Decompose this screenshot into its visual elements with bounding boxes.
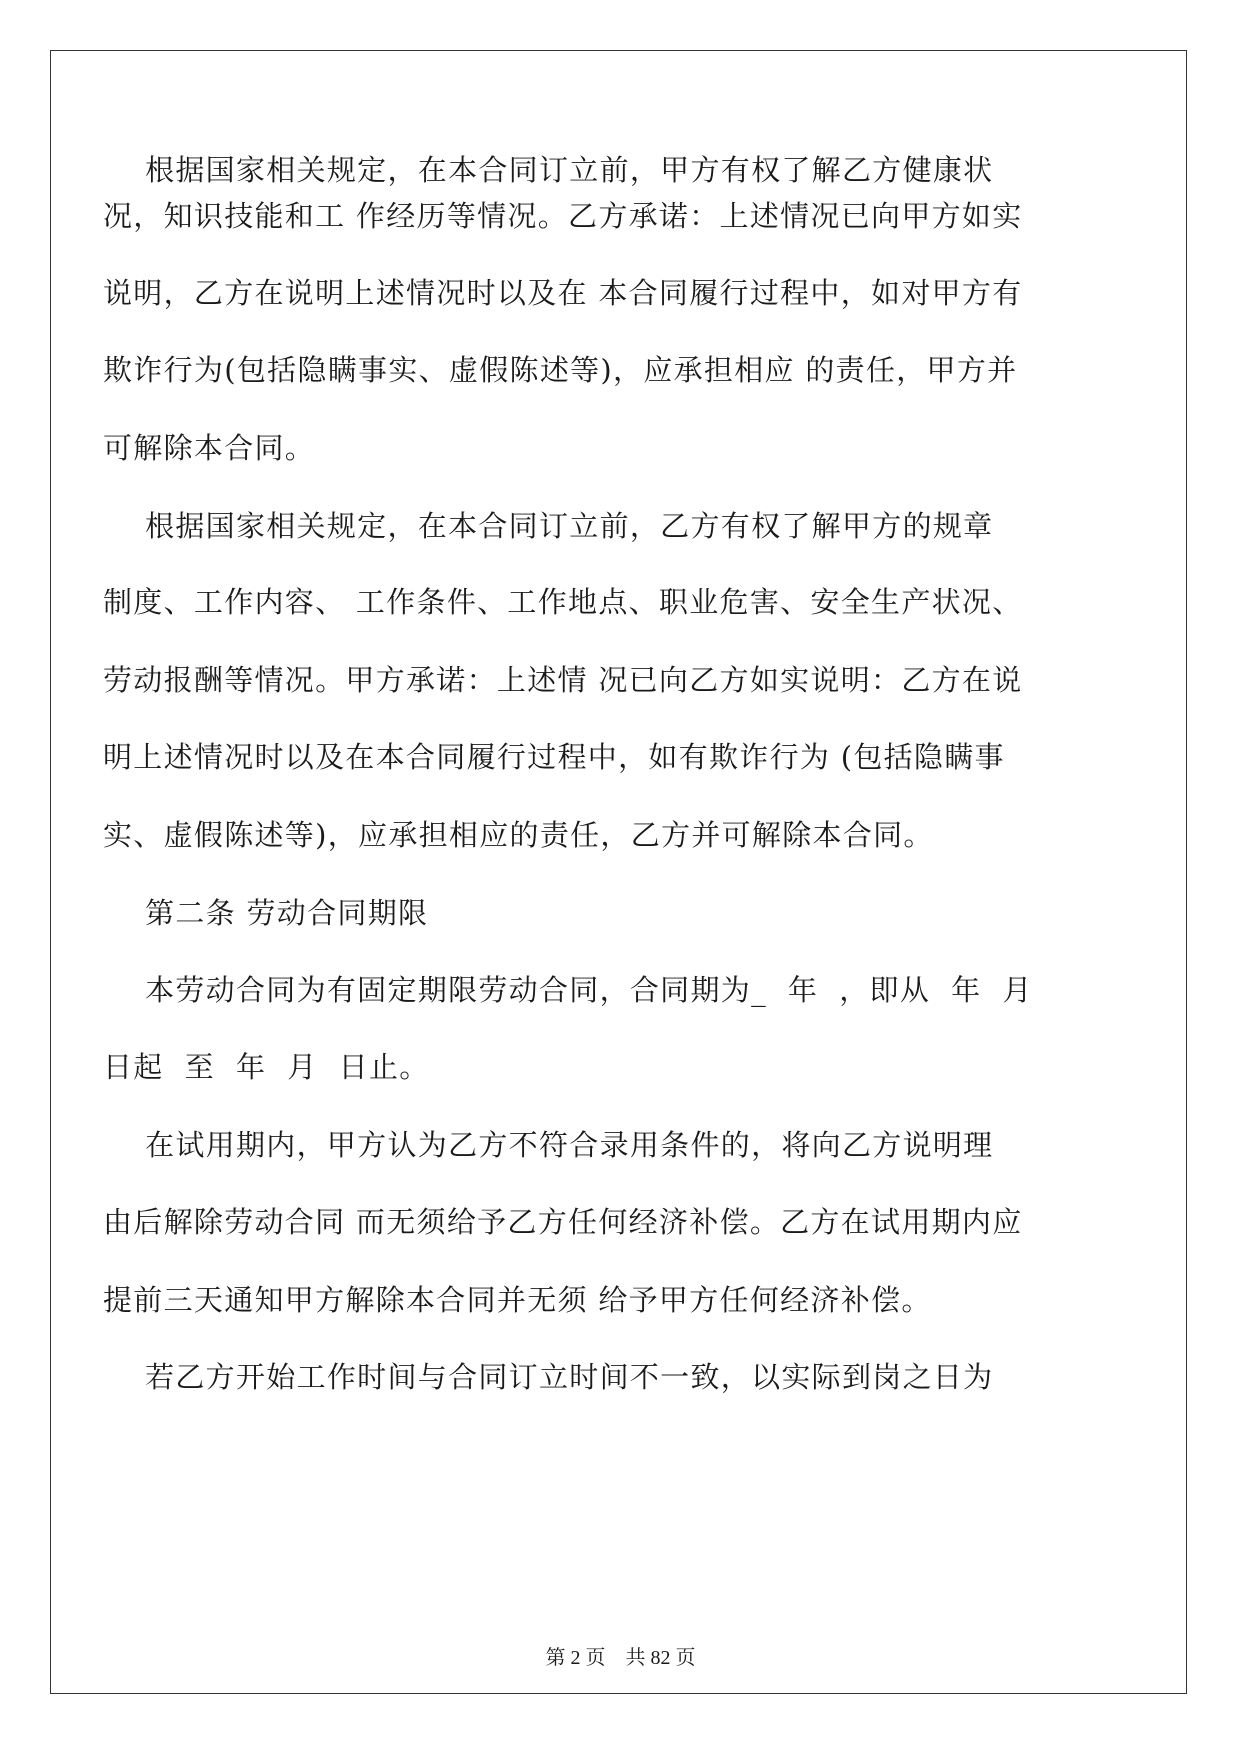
paragraph-line: 提前三天通知甲方解除本合同并无须 给予甲方任何经济补偿。 — [103, 1283, 932, 1317]
paragraph-line: 若乙方开始工作时间与合同订立时间不一致，以实际到岗之日为 — [103, 1360, 994, 1394]
page-number: 第 2 页 共 82 页 — [545, 1647, 696, 1669]
paragraph-line: 明上述情况时以及在本合同履行过程中，如有欺诈行为 (包括隐瞒事 — [103, 740, 1005, 774]
paragraph-line: 在试用期内，甲方认为乙方不符合录用条件的，将向乙方说明理 — [103, 1128, 994, 1162]
paragraph-line: 制度、工作内容、 工作条件、工作地点、职业危害、安全生产状况、 — [103, 585, 1023, 619]
paragraph-line: 欺诈行为(包括隐瞒事实、虚假陈述等)，应承担相应 的责任，甲方并 — [103, 353, 1018, 387]
article-heading: 第二条 劳动合同期限 — [103, 896, 429, 930]
paragraph-line: 根据国家相关规定，在本合同订立前，乙方有权了解甲方的规章 — [103, 509, 994, 543]
paragraph-line: 可解除本合同。 — [103, 431, 316, 465]
paragraph-line: 由后解除劳动合同 而无须给予乙方任何经济补偿。乙方在试用期内应 — [103, 1205, 1023, 1239]
paragraph-line: 说明，乙方在说明上述情况时以及在 本合同履行过程中，如对甲方有 — [103, 276, 1023, 310]
paragraph-line: 本劳动合同为有固定期限劳动合同，合同期为_ 年 ，即从 年 月 — [103, 973, 1033, 1007]
paragraph-line: 实、虚假陈述等)，应承担相应的责任，乙方并可解除本合同。 — [103, 818, 934, 852]
paragraph-line: 日起 至 年 月 日止。 — [103, 1050, 430, 1084]
paragraph-line: 根据国家相关规定，在本合同订立前，甲方有权了解乙方健康状 — [103, 153, 994, 187]
paragraph-line: 况，知识技能和工 作经历等情况。乙方承诺：上述情况已向甲方如实 — [103, 199, 1023, 233]
paragraph-line: 劳动报酬等情况。甲方承诺：上述情 况已向乙方如实说明：乙方在说 — [103, 663, 1023, 697]
